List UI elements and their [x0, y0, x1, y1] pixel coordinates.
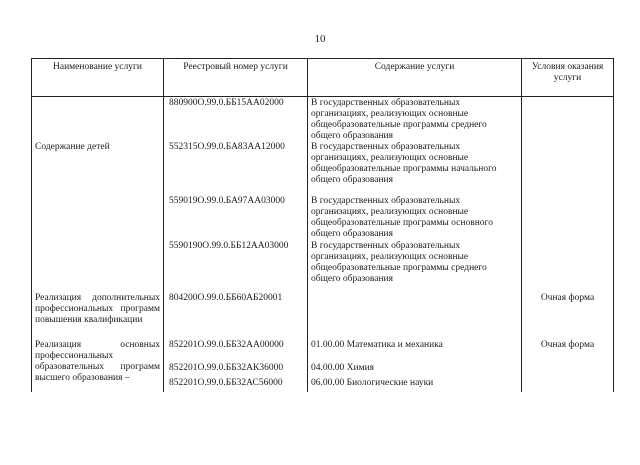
service-content-cell: В государственных образовательных организациях, реализующих основные общеобразовательные программы среднего общего образования [308, 241, 522, 293]
service-condition-cell [522, 241, 614, 293]
service-condition-cell [522, 142, 614, 196]
header-registry-number: Реестровый номер услуги [164, 59, 308, 97]
table-row [32, 340, 614, 363]
service-name-cell [32, 97, 164, 143]
table-header-row [32, 59, 614, 97]
services-table [31, 58, 614, 392]
page-number: 10 [314, 33, 326, 45]
table-row [32, 142, 614, 196]
services-table-container [31, 58, 613, 392]
header-service-conditions: Условия оказания услуги [522, 59, 614, 97]
registry-number-cell: 852201О.99.0.ББ32АА00000 [164, 340, 308, 363]
registry-number-cell: 852201О.99.0.ББ32АС56000 [164, 378, 308, 392]
service-content-cell: В государственных образовательных организациях, реализующих основные общеобразовательные программы основного общего образования [308, 196, 522, 241]
service-name-cell [32, 196, 164, 241]
service-content-cell: 06.00.00 Биологические науки [308, 378, 522, 392]
registry-number-cell: 880900О.99.0.ББ15АА02000 [164, 97, 308, 143]
service-content-cell: 01.00.00 Математика и механика [308, 340, 522, 363]
header-service-content: Содержание услуги [308, 59, 522, 97]
table-row [32, 97, 614, 143]
registry-number-cell: 852201О.99.0.ББ32АК36000 [164, 363, 308, 378]
service-condition-cell: Очная форма [522, 293, 614, 340]
table-row [32, 293, 614, 340]
service-name-cell: Реализация дополнительных профессиональных программ повышения квалификации [32, 293, 164, 340]
service-content-cell [308, 293, 522, 340]
service-condition-cell [522, 196, 614, 241]
table-row [32, 241, 614, 293]
service-content-cell: В государственных образовательных организациях, реализующих основные общеобразовательные программы среднего общего образования [308, 97, 522, 143]
registry-number-cell: 804200О.99.0.ББ60АБ20001 [164, 293, 308, 340]
service-condition-cell: Очная форма [522, 340, 614, 363]
service-condition-cell [522, 97, 614, 143]
service-content-cell: 04.00.00 Химия [308, 363, 522, 378]
service-condition-cell [522, 378, 614, 392]
header-service-name: Наименование услуги [32, 59, 164, 97]
registry-number-cell: 552315О.99.0.БА83АА12000 [164, 142, 308, 196]
service-content-cell: В государственных образовательных организациях, реализующих основные общеобразовательные программы начального общего образования [308, 142, 522, 196]
service-name-cell: Реализация основных профессиональных образовательных программ высшего образования – [32, 340, 164, 392]
registry-number-cell: 559019О.99.0.БА97АА03000 [164, 196, 308, 241]
service-name-cell [32, 241, 164, 293]
registry-number-cell: 5590190О.99.0.ББ12АА03000 [164, 241, 308, 293]
table-row [32, 196, 614, 241]
service-condition-cell [522, 363, 614, 378]
service-name-cell: Содержание детей [32, 142, 164, 196]
